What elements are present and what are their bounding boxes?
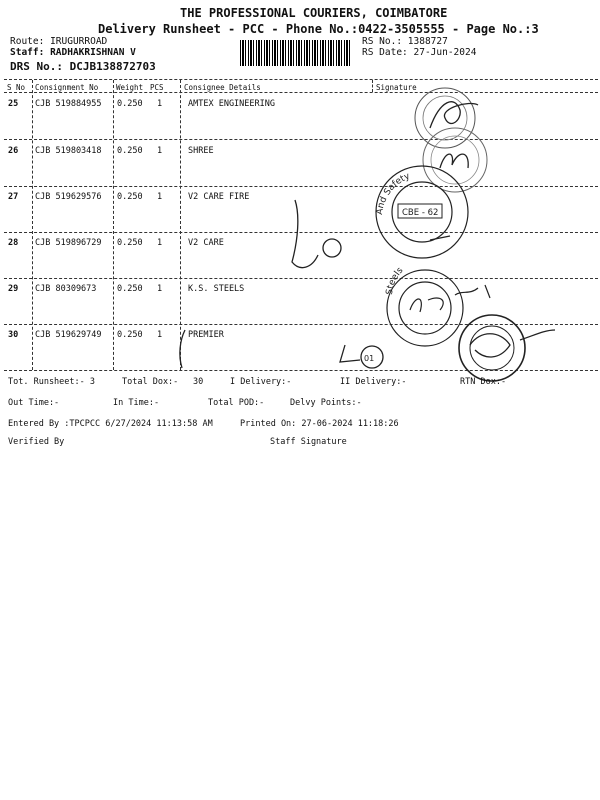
staff-value: RADHAKRISHNAN V [50, 47, 136, 58]
printed-on: Printed On: 27-06-2024 11:18:26 [240, 419, 399, 429]
i-delivery: I Delivery:- [230, 377, 292, 387]
ii-delivery: II Delivery:- [340, 377, 407, 387]
verified-by: Verified By [8, 437, 65, 447]
row-consignment: CJB 519629576 [35, 192, 102, 202]
row-weight: 0.250 [117, 146, 143, 156]
total-pod: Total POD:- [208, 398, 265, 408]
row-pcs: 1 [157, 192, 163, 202]
runsheet-subtitle: Delivery Runsheet - PCC - Phone No.:0422-3505555 - Page No.:3 [98, 22, 539, 36]
row-sno: 25 [8, 99, 19, 109]
row-sno: 27 [8, 192, 19, 202]
row-consignment: CJB 519629749 [35, 330, 102, 340]
route-label: Route: [10, 36, 45, 47]
row-sno: 29 [8, 284, 19, 294]
row-weight: 0.250 [117, 238, 143, 248]
row-sno: 28 [8, 238, 19, 248]
row-sno: 30 [8, 330, 19, 340]
row-consignee: V2 CARE [188, 238, 224, 248]
signature-row-25 [415, 88, 478, 148]
entered-by: Entered By :TPCPCC 6/27/2024 11:13:58 AM [8, 419, 213, 429]
tot-runsheet: Tot. Runsheet:- 3 [8, 377, 95, 387]
in-time: In Time:- [113, 398, 160, 408]
rs-date-value: 27-Jun-2024 [413, 47, 477, 58]
row-pcs: 1 [157, 330, 163, 340]
row-pcs: 1 [157, 238, 163, 248]
fire-safety-stamp [375, 166, 468, 258]
handwritten-nos: 01 [364, 354, 375, 363]
header-signature: Signature [376, 83, 417, 92]
drs-label: DRS No.: [10, 60, 63, 73]
stamp-cbe-text: CBE - 62 [402, 208, 439, 218]
header-consignment: Consignment No [35, 83, 99, 92]
route-value: IRUGURROAD [50, 36, 108, 47]
row-pcs: 1 [157, 99, 163, 109]
out-time: Out Time:- [8, 398, 60, 408]
row-consignment: CJB 519896729 [35, 238, 102, 248]
row-weight: 0.250 [117, 192, 143, 202]
row-consignee: PREMIER [188, 330, 224, 340]
row-consignee: SHREE [188, 146, 214, 156]
header-consignee: Consignee Details [184, 83, 261, 92]
total-dox-value: 30 [193, 377, 204, 387]
staff-signature: Staff Signature [270, 437, 347, 447]
stamp-fire-text: And Safety [374, 171, 412, 216]
rs-no-label: RS No.: [362, 36, 403, 47]
delvy-points: Delvy Points:- [290, 398, 362, 408]
row-weight: 0.250 [117, 284, 143, 294]
signature-row-30 [180, 315, 555, 381]
row-consignment: CJB 80309673 [35, 284, 97, 294]
rs-date-label: RS Date: [362, 47, 408, 58]
row-consignee: K.S. STEELS [188, 284, 245, 294]
row-pcs: 1 [157, 146, 163, 156]
row-consignment: CJB 519803418 [35, 146, 102, 156]
drs-value: DCJB138872703 [69, 60, 156, 73]
row-consignee: V2 CARE FIRE [188, 192, 250, 202]
header-weight: Weight [116, 83, 144, 92]
header-pcs: PCS [150, 83, 164, 92]
svg-text:Steels [385, 265, 406, 295]
header-sno: S No [7, 83, 26, 92]
stamp-steels-text: Steels [384, 265, 406, 296]
steels-stamp [385, 265, 490, 346]
staff-label: Staff: [10, 47, 45, 58]
row-weight: 0.250 [117, 99, 143, 109]
row-weight: 0.250 [117, 330, 143, 340]
row-pcs: 1 [157, 284, 163, 294]
rs-no-value: 1388727 [407, 36, 448, 47]
total-dox-label: Total Dox:- [122, 377, 179, 387]
rtn-dox: RTN Dox:- [460, 377, 507, 387]
row-consignee: AMTEX ENGINEERING [188, 99, 275, 109]
row-consignment: CJB 519884955 [35, 99, 102, 109]
row-sno: 26 [8, 146, 19, 156]
company-title: THE PROFESSIONAL COURIERS, COIMBATORE [180, 6, 448, 20]
